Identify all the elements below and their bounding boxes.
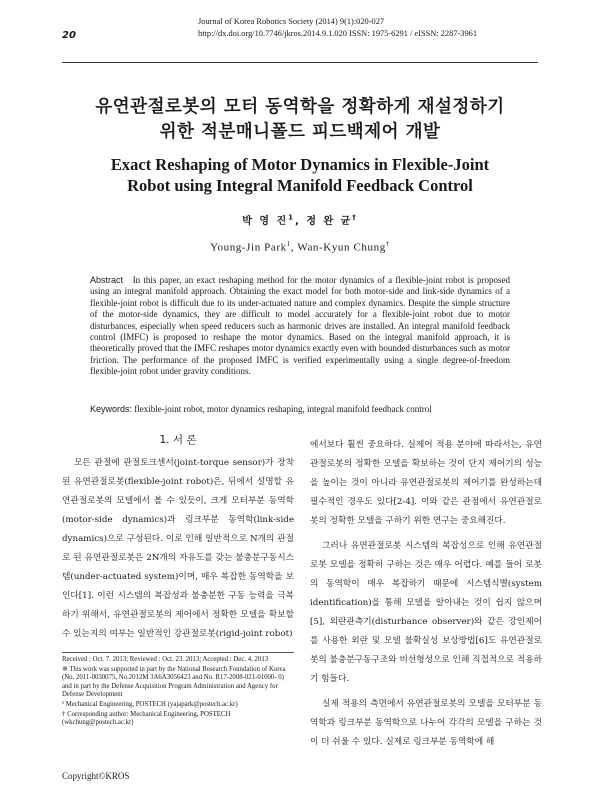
intro-paragraph-3: 실제 적용의 측면에서 유연관절로봇의 모델을 모터부분 동역학과 링크부분 동역학으로 나누어 각각의 모델을 구하는 것이 더 쉬울 수 있다. 실제로 링크부분 동역학에 해 bbox=[310, 699, 542, 747]
left-column bbox=[62, 430, 294, 650]
title-korean bbox=[0, 95, 600, 145]
abstract-text: In this paper, an exact reshaping method for the motor dynamics of a flexible-joint robot is proposed using an integral manifold approach. Obtaining the exact model for both motor-side and link-side dynamics of a flexible-joint robot is difficult due to its under-actuated nature and complex dynamics. Despite the simple structure of the motor-side dynamics, they are difficult to model accurately for a flexible-joint robot due to motor disturbances, especially when speed reducers such as harmonic drives are installed. An integral manifold feedback control (IMFC) is proposed to reshape the motor dynamics. Based on the integral manifold approach, it is theoretically proved that the IMFC reshapes motor dynamics exactly even with bounded disturbances such as motor friction. The performance of the proposed IMFC is verified experimentally using a single degree-of-freedom flexible-joint robot under gravity conditions. bbox=[90, 275, 511, 377]
author-english-1: Young-Jin Park bbox=[210, 241, 287, 254]
journal-doi: http://dx.doi.org/10.7746/jkros.2014.9.1.020 ISSN: 1975-6291 / eISSN: 2287-3961 bbox=[198, 29, 478, 38]
title-english-line1: Exact Reshaping of Motor Dynamics in Flexible-Joint bbox=[110, 155, 490, 174]
author-mark-1: 1 bbox=[288, 213, 296, 222]
abstract-label: Abstract bbox=[90, 275, 124, 285]
footnote-affiliation-1: ¹ Mechanical Engineering, POSTECH (yajapark@postech.ac.kr) bbox=[62, 700, 238, 708]
title-korean-line1: 유연관절로봇의 모터 동역학을 정확하게 재설정하기 bbox=[95, 97, 505, 117]
copyright: Copyright©KROS bbox=[62, 771, 130, 781]
author-english-mark-1: 1 bbox=[286, 240, 291, 248]
abstract bbox=[90, 275, 510, 378]
title-english-line2: Robot using Integral Manifold Feedback Control bbox=[127, 176, 473, 195]
author-english-2: Wan-Kyun Chung bbox=[297, 241, 386, 254]
author-english-sep: , bbox=[290, 241, 298, 254]
intro-paragraph-1-cont: 에서보다 훨씬 중요하다. 실제어 적용 분야에 따라서는, 유연관절로봇의 정확한 모델을 확보하는 것이 단지 제어기의 성능을 높이는 것이 아니라 유연관절로봇의 제어기를 완성하는데 필수적인 경우도 있다[2-4]. 이와 같은 관점에서 유연관절로봇의 정확한 모델을 구하기 위한 연구는 중요해진다. bbox=[310, 440, 542, 526]
author-korean-1: 박 영 진 bbox=[242, 216, 289, 227]
header-rule bbox=[62, 62, 538, 63]
footnote-rule bbox=[62, 652, 294, 653]
footnote-received: Received : Oct. 7. 2013; Reviewed : Oct. 23. 2013; Accepted : Dec. 4. 2013 bbox=[62, 656, 269, 663]
author-korean-2: 정 완 균 bbox=[306, 216, 353, 227]
footnote-funding: ※ This work was supported in part by the National Research Foundation of Korea (No. 2011-0030075, No.2012M 3A6A3056423 and No. R17-2008-021-01000- 0) and in part by the Defense Acquisition Program Administration and Agency for Defense Development bbox=[62, 665, 286, 699]
keywords-label: Keywords: bbox=[90, 404, 133, 414]
page-header bbox=[0, 14, 600, 50]
intro-paragraph-1: 모든 관절에 관절토크센서(joint-torque sensor)가 장착된 유연관절로봇(flexible-joint robot)은, 뒤에서 설명할 유연관절로봇의 모델에서 볼 수 있듯이, 크게 모터부분 동역학(motor-side dynamics)과 링크부분 동역학(link-side dynamics)으로 구성된다. 이로 인해 일반적으로 N개의 관절로 된 유연관절로봇은 2N개의 자유도를 갖는 불충분구동시스템(under-actuated system)이며, 매우 복잡한 동역학을 보인다[1]. 이런 시스템의 복잡성과 불충분한 구동 능력을 극복하기 위해서, 유연관절로봇의 제어에서 정확한 모델을 확보할 수 있는지의 여부는 일반적인 강관절로봇(rigid-joint robot) bbox=[62, 458, 294, 639]
keywords bbox=[90, 404, 510, 414]
title-english bbox=[0, 154, 600, 196]
authors-english bbox=[0, 240, 600, 254]
page-number: 20 bbox=[62, 30, 76, 41]
right-column bbox=[310, 436, 542, 758]
authors-korean bbox=[0, 212, 600, 227]
footnote-affiliation-2: † Corresponding author: Mechanical Engineering, POSTECH (wkchung@postech.ac.kr) bbox=[62, 710, 231, 727]
journal-citation: Journal of Korea Robotics Society (2014) 9(1):020-027 bbox=[198, 17, 385, 26]
author-mark-2: † bbox=[352, 213, 358, 222]
section-title: 1. 서 론 bbox=[159, 434, 197, 446]
author-korean-sep: , bbox=[295, 216, 307, 227]
title-korean-line2: 위한 적분매니폴드 피드백제어 개발 bbox=[159, 122, 441, 142]
keywords-text: flexible-joint robot, motor dynamics reshaping, integral manifold feedback control bbox=[134, 404, 432, 414]
author-english-mark-2: † bbox=[385, 240, 390, 248]
journal-info bbox=[198, 16, 538, 40]
intro-paragraph-2: 그러나 유연관절로봇 시스템의 복잡성으로 인해 유연관절로봇 모델을 정확히 구하는 것은 매우 어렵다. 예를 들어 로봇의 동역학이 매우 복잡하기 때문에 시스템식별(system identification)을 통해 모델을 알아내는 것이 쉽지 않으며[5], 외란관측기(disturbance observer)와 같은 강인제어를 사용한 외란 및 모델 불확실성 보상방법[6]도 유연관절로봇의 불충분구동구조와 비선형성으로 인해 직접적으로 적용하기 힘들다. bbox=[310, 541, 543, 684]
footnotes bbox=[62, 656, 294, 729]
